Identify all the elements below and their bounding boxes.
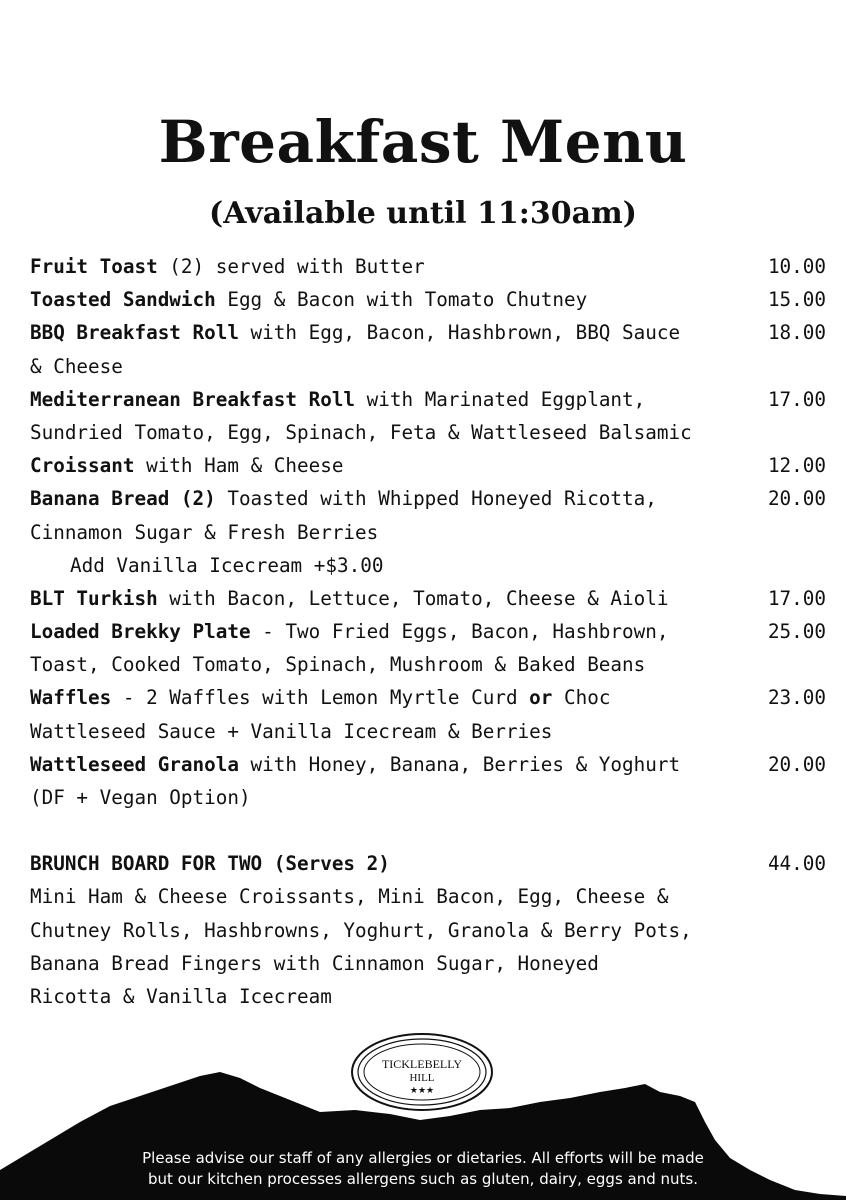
logo-name: TICKLEBELLY [381,1057,463,1071]
item-description: (DF + Vegan Option) [30,786,251,809]
item-price: 25.00 [767,620,826,644]
item-description: Wattleseed Sauce + Vanilla Icecream & Berries [30,719,553,743]
brunch-description-line: Banana Bread Fingers with Cinnamon Sugar, Honeyed [30,951,599,975]
item-price: 20.00 [767,752,826,776]
item-description: with Honey, Banana, Berries & Yoghurt [238,752,681,776]
item-or: or [529,686,553,710]
brunch-title: BRUNCH BOARD FOR TWO (Serves 2) [30,852,390,876]
item-description: with Egg, Bacon, Hashbrown, BBQ Sauce [238,321,681,345]
item-line [30,250,746,283]
item-price: 18.00 [767,321,826,345]
item-description: Sundried Tomato, Egg, Spinach, Feta & Wattleseed Balsamic [30,420,692,444]
item-name: Wattleseed Granola [30,752,239,776]
logo-stars: ★★★ [409,1086,435,1096]
item-line [30,648,746,681]
item-name: BBQ Breakfast Roll [30,321,239,345]
brunch-description-line: Mini Ham & Cheese Croissants, Mini Bacon, Egg, Cheese & [30,885,669,909]
item-line [30,681,746,714]
menu-item-brunch-board [30,847,830,1013]
item-description: (2) served with Butter [157,255,425,278]
item-line [30,615,746,648]
item-price: 17.00 [767,586,826,610]
item-name: Loaded Brekky Plate [30,620,251,644]
item-description: with Ham & Cheese [134,454,344,478]
menu-item-mediterranean-roll [30,383,830,449]
item-addon: Add Vanilla Icecream +$3.00 [70,553,384,577]
menu-item-banana-bread [30,482,830,582]
item-line [30,781,746,814]
brunch-description-line: Chutney Rolls, Hashbrowns, Yoghurt, Granola & Berry Pots, [30,918,692,942]
item-line [30,847,746,880]
menu-list [30,250,830,1013]
menu-item-loaded-brekky-plate [30,615,830,681]
item-line [30,283,746,316]
item-name: BLT Turkish [30,586,158,610]
item-line [30,516,746,549]
item-description: with Bacon, Lettuce, Tomato, Cheese & Aioli [157,586,669,610]
item-line [30,383,746,416]
allergy-notice-line: Please advise our staff of any allergies or dietaries. All efforts will be made [142,1149,704,1167]
item-name: Mediterranean Breakfast Roll [30,387,356,411]
allergy-notice-line: but our kitchen processes allergens such as gluten, dairy, eggs and nuts. [148,1170,698,1188]
ticklebelly-hill-logo [352,1034,492,1110]
item-name: Banana Bread (2) [30,487,216,511]
item-description: & Cheese [30,354,123,378]
menu-item-fruit-toast [30,250,830,283]
item-name: Croissant [30,454,135,478]
item-name: Waffles [30,686,112,710]
item-price: 10.00 [767,255,826,278]
item-description: Toast, Cooked Tomato, Spinach, Mushroom & Baked Beans [30,653,646,677]
item-description: Cinnamon Sugar & Fresh Berries [30,520,379,544]
item-line [30,582,746,615]
item-line [30,350,746,383]
item-line [30,316,746,349]
item-line [30,715,746,748]
item-price: 17.00 [767,387,826,411]
brunch-description-line: Ricotta & Vanilla Icecream [30,984,332,1008]
allergy-notice [0,1148,846,1190]
menu-item-croissant [30,449,830,482]
item-name: Fruit Toast [30,255,158,278]
item-description: with Marinated Eggplant, [355,387,646,411]
item-line [30,482,746,515]
item-description: Egg & Bacon with Tomato Chutney [215,288,588,312]
menu-item-toasted-sandwich [30,283,830,316]
item-description: Toasted with Whipped Honeyed Ricotta, [215,487,657,511]
item-price: 15.00 [767,288,826,312]
item-description: Choc [552,686,611,710]
menu-item-blt-turkish [30,582,830,615]
menu-item-wattleseed-granola [30,748,830,814]
item-line [30,449,746,482]
availability-subtitle: (Available until 11:30am) [209,196,637,231]
item-price: 20.00 [767,487,826,511]
item-description: - 2 Waffles with Lemon Myrtle Curd [111,686,530,710]
item-description: - Two Fried Eggs, Bacon, Hashbrown, [250,620,669,644]
item-price: 12.00 [767,454,826,478]
item-line [30,416,746,449]
logo-hill: HILL [409,1072,435,1084]
menu-item-bbq-breakfast-roll [30,316,830,382]
item-name: Toasted Sandwich [30,288,216,312]
item-price: 44.00 [767,852,826,876]
item-line [30,748,746,781]
menu-item-waffles [30,681,830,747]
page-title: Breakfast Menu [158,108,688,176]
item-price: 23.00 [767,686,826,710]
